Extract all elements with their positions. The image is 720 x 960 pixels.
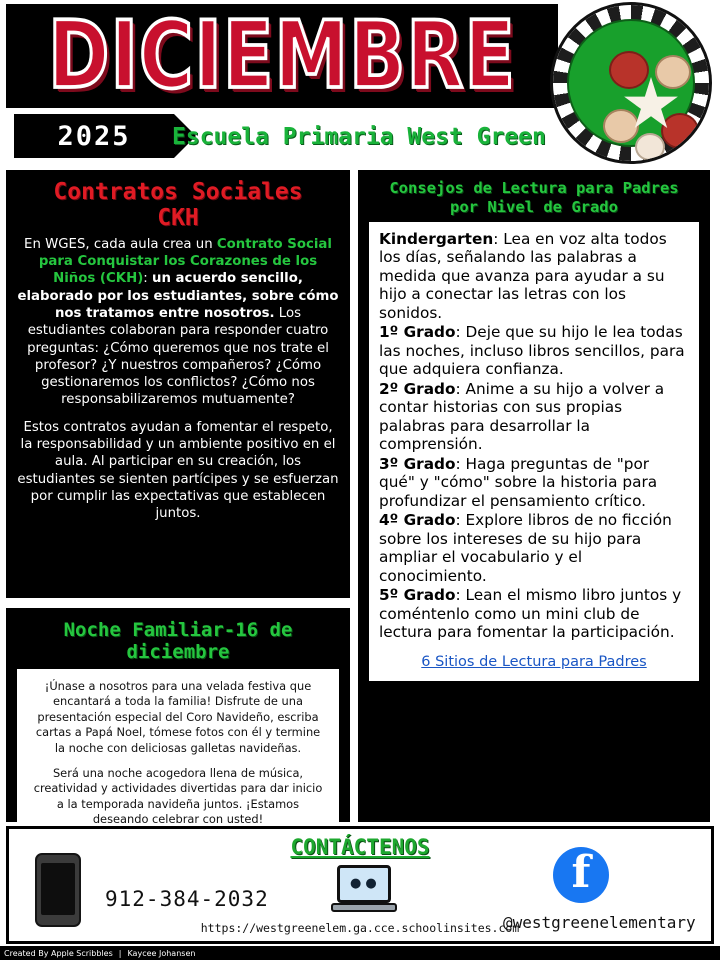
list-item — [379, 511, 689, 585]
grade-tip: Lea en voz alta todos los días, señalando las palabras a medida que avanza para ayudar a su hijo a conectar las letras con los sonidos. — [379, 229, 667, 322]
cookie-icon — [609, 51, 649, 89]
grade-tip: Deje que su hijo le lea todas las noches, incluso libros sencillos, para que adquiera confianza. — [379, 323, 685, 379]
social-contracts-title — [17, 179, 339, 232]
social-contracts-panel — [6, 170, 350, 598]
laptop-screen — [337, 865, 391, 903]
cookie-icon — [661, 113, 699, 149]
laptop-icon — [331, 865, 397, 915]
family-night-p1: ¡Únase a nosotros para una velada festiva que encantará a toda la familia! Disfrute de una presentación especial del Coro Navideño, escriba cartas a Papá Noel, tómese fotos con él y termine la noche con deliciosas galletas navideñas. — [35, 679, 321, 755]
ckh-p2: Estos contratos ayudan a fomentar el respeto, la responsabilidad y un ambiente positivo en el aula. Al participar en su creación, los estudiantes se sienten partícipes y se esfuerzan por cumplir las expectativas que establecen juntos. — [17, 419, 339, 522]
grade-sep: : — [493, 229, 504, 248]
ckh-p1-b: : — [143, 271, 152, 287]
right-column — [358, 170, 710, 822]
family-night-panel — [6, 608, 350, 827]
social-contracts-title-line2: CKH — [157, 205, 199, 232]
facebook-handle[interactable]: @westgreenelementary — [503, 913, 696, 932]
year-label: 2025 — [57, 120, 131, 152]
grade-label: 3º Grado — [379, 454, 456, 473]
phone-number[interactable]: 912-384-2032 — [105, 887, 269, 911]
smartphone-icon — [35, 853, 81, 927]
grade-sep: : — [455, 323, 466, 342]
family-night-title: Noche Familiar-16 de diciembre — [63, 619, 293, 663]
paragraph-gap — [17, 409, 339, 419]
reading-sites-link-wrap — [379, 654, 689, 672]
laptop-base — [331, 903, 397, 912]
cookie-icon — [655, 55, 691, 89]
page-title: DICIEMBRE — [48, 1, 516, 110]
ckh-p1-green: Contrato Social para Conquistar los Corazones de los Niños (CKH) — [38, 236, 332, 287]
social-contracts-title-line1: Contratos Sociales — [53, 179, 303, 205]
contact-panel — [6, 826, 714, 944]
cookie-icon — [603, 109, 639, 143]
list-item — [379, 455, 689, 511]
month-title-banner — [6, 1, 558, 110]
grade-label: 5º Grado — [379, 586, 456, 605]
grade-sep: : — [455, 379, 466, 398]
grade-label: Kindergarten — [379, 229, 494, 248]
reading-sites-link[interactable]: 6 Sitios de Lectura para Padres — [421, 653, 647, 670]
plate-inner — [567, 19, 695, 147]
list-item — [379, 380, 689, 454]
footer-credit-text: Created By Apple Scribbles — [4, 948, 113, 958]
grade-tip: Explore libros de no ficción sobre los intereses de su hijo para ampliar el vocabulario y el conocimiento. — [379, 511, 672, 585]
year-flag — [14, 114, 174, 158]
grade-label: 2º Grado — [379, 379, 456, 398]
ckh-p1-a: En WGES, cada aula crea un — [24, 236, 217, 252]
header — [0, 0, 720, 168]
family-night-p2: Será una noche acogedora llena de música, creatividad y actividades divertidas para dar inicio a la temporada navideña juntos. ¡Estamos deseando celebrar con usted! — [33, 765, 323, 827]
grade-tip: Lean el mismo libro juntos y coméntenlo como un mini club de lectura para fomentar la participación. — [379, 586, 682, 642]
laptop-face: ●● — [350, 876, 381, 891]
footer-author: Kaycee Johansen — [127, 948, 196, 958]
cookie-icon — [635, 133, 665, 161]
reading-tips-panel — [358, 170, 710, 822]
grade-tip: Anime a su hijo a volver a contar historias con sus propias palabras para desarrollar la comprensión. — [379, 379, 665, 454]
website-url[interactable]: https://westgreenelem.ga.cce.schoolinsites.com — [200, 921, 520, 935]
grade-sep: : — [455, 586, 466, 605]
grade-sep: : — [455, 454, 466, 473]
grade-tip: Haga preguntas de "por qué" y "cómo" sobre la historia para profundizar el pensamiento crítico. — [379, 454, 658, 510]
school-name: Escuela Primaria West Green — [172, 124, 546, 150]
footer-separator: | — [118, 948, 122, 958]
left-column — [6, 170, 350, 827]
grade-label: 4º Grado — [379, 511, 456, 530]
grade-sep: : — [455, 511, 466, 530]
social-contracts-body — [17, 236, 339, 523]
contact-title: CONTÁCTENOS — [290, 835, 430, 859]
reading-tips-list — [369, 222, 699, 682]
list-item — [379, 230, 689, 323]
list-item — [379, 323, 689, 379]
list-item — [379, 586, 689, 642]
reading-tips-title — [369, 179, 699, 218]
grade-label: 1º Grado — [379, 323, 456, 342]
ckh-p1-c: Los estudiantes colaboran para responder cuatro preguntas: ¿Cómo queremos que nos trate el profesor? ¿Y nuestros compañeros? ¿Cómo gestionaremos los conflictos? ¿Cómo nos responsabilizaremos mutuamente? — [27, 306, 329, 408]
reading-tips-title-line2: por Nivel de Grado — [450, 198, 618, 217]
ckh-p1-bold: un acuerdo sencillo, elaborado por los estudiantes, sobre cómo nos tratamos entre nosotros. — [17, 271, 339, 321]
cookie-plate-icon — [550, 2, 712, 164]
facebook-icon[interactable]: f — [553, 847, 609, 903]
reading-tips-title-line1: Consejos de Lectura para Padres — [389, 179, 679, 197]
footer-credit — [0, 946, 720, 960]
